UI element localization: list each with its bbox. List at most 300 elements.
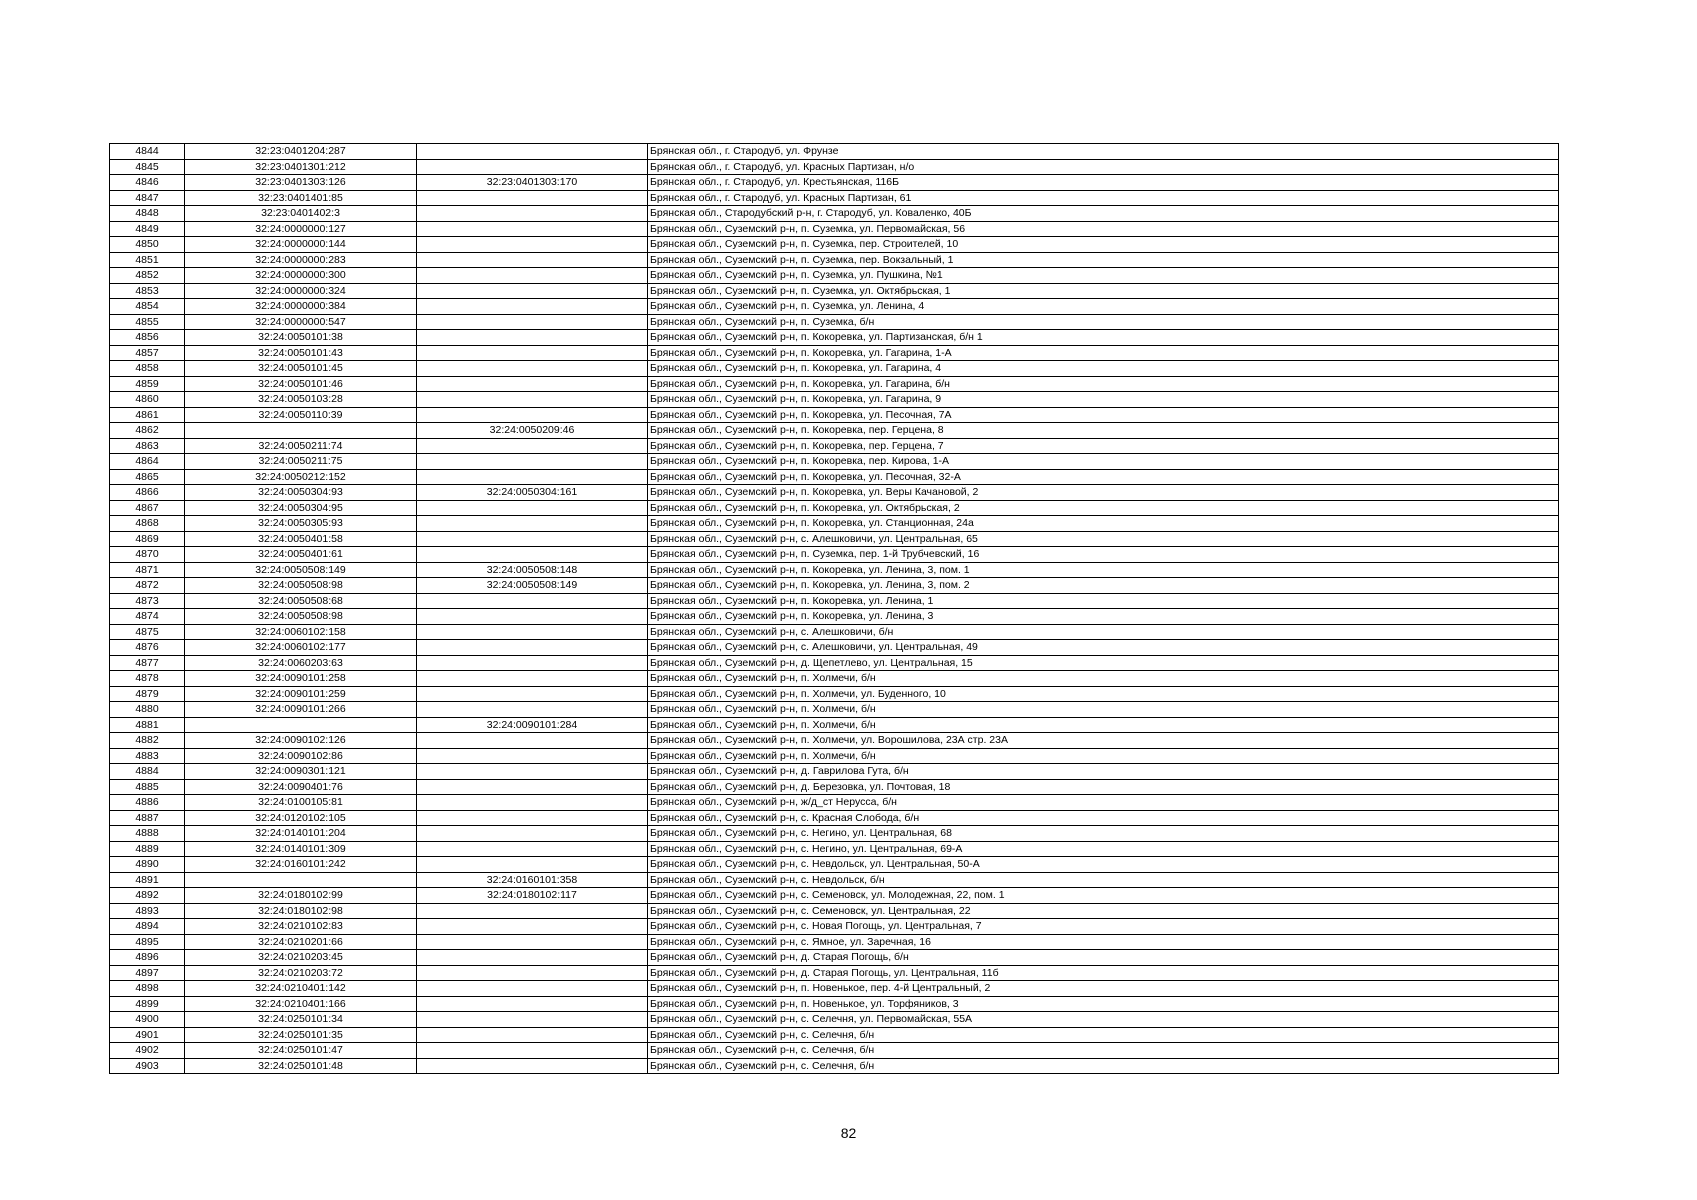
related-cadastral-number-cell: [417, 919, 648, 935]
cadastral-number-cell: 32:24:0000000:283: [185, 252, 417, 268]
address-cell: Брянская обл., Суземский р-н, с. Невдольск, ул. Центральная, 50-А: [648, 857, 1559, 873]
address-cell: Брянская обл., Суземский р-н, п. Холмечи, б/н: [648, 671, 1559, 687]
table-row: [110, 857, 1559, 873]
row-number-cell: 4883: [110, 748, 185, 764]
cadastral-number-cell: 32:24:0140101:204: [185, 826, 417, 842]
related-cadastral-number-cell: [417, 438, 648, 454]
related-cadastral-number-cell: [417, 159, 648, 175]
table-row: [110, 702, 1559, 718]
related-cadastral-number-cell: [417, 857, 648, 873]
related-cadastral-number-cell: [417, 221, 648, 237]
table-row: [110, 376, 1559, 392]
cadastral-number-cell: 32:24:0210401:142: [185, 981, 417, 997]
row-number-cell: 4861: [110, 407, 185, 423]
related-cadastral-number-cell: [417, 314, 648, 330]
address-cell: Брянская обл., Суземский р-н, п. Холмечи, ул. Ворошилова, 23А стр. 23А: [648, 733, 1559, 749]
cadastral-number-cell: 32:24:0090101:266: [185, 702, 417, 718]
address-cell: Брянская обл., Суземский р-н, с. Алешковичи, ул. Центральная, 65: [648, 531, 1559, 547]
related-cadastral-number-cell: [417, 268, 648, 284]
table-row: [110, 841, 1559, 857]
address-cell: Брянская обл., Суземский р-н, п. Кокоревка, ул. Станционная, 24а: [648, 516, 1559, 532]
address-cell: Брянская обл., Суземский р-н, п. Суземка, б/н: [648, 314, 1559, 330]
related-cadastral-number-cell: [417, 841, 648, 857]
cadastral-number-cell: 32:24:0050305:93: [185, 516, 417, 532]
related-cadastral-number-cell: [417, 655, 648, 671]
related-cadastral-number-cell: [417, 733, 648, 749]
address-cell: Брянская обл., Суземский р-н, с. Селечня, б/н: [648, 1043, 1559, 1059]
row-number-cell: 4891: [110, 872, 185, 888]
table-row: [110, 748, 1559, 764]
related-cadastral-number-cell: [417, 345, 648, 361]
cadastral-number-cell: 32:24:0090301:121: [185, 764, 417, 780]
related-cadastral-number-cell: [417, 376, 648, 392]
address-cell: Брянская обл., Суземский р-н, п. Суземка, пер. Строителей, 10: [648, 237, 1559, 253]
cadastral-number-cell: 32:24:0050101:38: [185, 330, 417, 346]
address-cell: Брянская обл., Суземский р-н, п. Суземка, ул. Октябрьская, 1: [648, 283, 1559, 299]
table-row: [110, 1058, 1559, 1074]
cadastral-number-cell: 32:23:0401204:287: [185, 144, 417, 160]
address-cell: Брянская обл., Суземский р-н, д. Гаврилова Гута, б/н: [648, 764, 1559, 780]
table-row: [110, 531, 1559, 547]
address-cell: Брянская обл., Суземский р-н, п. Кокоревка, пер. Кирова, 1-А: [648, 454, 1559, 470]
cadastral-number-cell: 32:24:0160101:242: [185, 857, 417, 873]
table-row: [110, 981, 1559, 997]
table-row: [110, 1012, 1559, 1028]
row-number-cell: 4880: [110, 702, 185, 718]
related-cadastral-number-cell: [417, 640, 648, 656]
address-cell: Брянская обл., Суземский р-н, с. Алешковичи, б/н: [648, 624, 1559, 640]
row-number-cell: 4845: [110, 159, 185, 175]
row-number-cell: 4859: [110, 376, 185, 392]
table-row: [110, 485, 1559, 501]
address-cell: Брянская обл., Суземский р-н, с. Семеновск, ул. Молодежная, 22, пом. 1: [648, 888, 1559, 904]
related-cadastral-number-cell: [417, 593, 648, 609]
row-number-cell: 4879: [110, 686, 185, 702]
address-cell: Брянская обл., Суземский р-н, п. Суземка, ул. Первомайская, 56: [648, 221, 1559, 237]
related-cadastral-number-cell: [417, 981, 648, 997]
row-number-cell: 4846: [110, 175, 185, 191]
row-number-cell: 4894: [110, 919, 185, 935]
cadastral-number-cell: [185, 423, 417, 439]
cadastral-number-cell: 32:24:0060102:177: [185, 640, 417, 656]
table-row: [110, 919, 1559, 935]
row-number-cell: 4847: [110, 190, 185, 206]
related-cadastral-number-cell: [417, 283, 648, 299]
table-row: [110, 965, 1559, 981]
address-cell: Брянская обл., Суземский р-н, п. Суземка, пер. 1-й Трубчевский, 16: [648, 547, 1559, 563]
address-cell: Брянская обл., г. Стародуб, ул. Красных Партизан, н/о: [648, 159, 1559, 175]
related-cadastral-number-cell: 32:24:0050508:148: [417, 562, 648, 578]
address-cell: Брянская обл., Суземский р-н, с. Новая Погощь, ул. Центральная, 7: [648, 919, 1559, 935]
table-row: [110, 547, 1559, 563]
table-row: [110, 655, 1559, 671]
address-cell: Брянская обл., Суземский р-н, п. Холмечи, б/н: [648, 717, 1559, 733]
cadastral-number-cell: 32:24:0210203:72: [185, 965, 417, 981]
cadastral-number-cell: 32:24:0050103:28: [185, 392, 417, 408]
cadastral-number-cell: 32:24:0050508:68: [185, 593, 417, 609]
table-row: [110, 392, 1559, 408]
table-row: [110, 996, 1559, 1012]
address-cell: Брянская обл., Суземский р-н, с. Селечня, б/н: [648, 1058, 1559, 1074]
table-row: [110, 299, 1559, 315]
cadastral-number-cell: 32:24:0140101:309: [185, 841, 417, 857]
cadastral-number-cell: 32:24:0120102:105: [185, 810, 417, 826]
cadastral-number-cell: 32:24:0000000:300: [185, 268, 417, 284]
address-cell: Брянская обл., Суземский р-н, п. Кокоревка, ул. Ленина, 3, пом. 1: [648, 562, 1559, 578]
address-cell: Брянская обл., Суземский р-н, ж/д_ст Нерусса, б/н: [648, 795, 1559, 811]
related-cadastral-number-cell: [417, 299, 648, 315]
related-cadastral-number-cell: 32:23:0401303:170: [417, 175, 648, 191]
row-number-cell: 4902: [110, 1043, 185, 1059]
cadastral-number-cell: 32:24:0050401:61: [185, 547, 417, 563]
row-number-cell: 4892: [110, 888, 185, 904]
row-number-cell: 4890: [110, 857, 185, 873]
related-cadastral-number-cell: [417, 469, 648, 485]
related-cadastral-number-cell: [417, 795, 648, 811]
related-cadastral-number-cell: [417, 903, 648, 919]
cadastral-number-cell: 32:24:0060102:158: [185, 624, 417, 640]
row-number-cell: 4888: [110, 826, 185, 842]
table-row: [110, 903, 1559, 919]
table-row: [110, 950, 1559, 966]
related-cadastral-number-cell: [417, 810, 648, 826]
row-number-cell: 4899: [110, 996, 185, 1012]
address-cell: Брянская обл., Суземский р-н, п. Кокоревка, ул. Гагарина, 4: [648, 361, 1559, 377]
address-cell: Брянская обл., Суземский р-н, с. Негино, ул. Центральная, 69-А: [648, 841, 1559, 857]
related-cadastral-number-cell: [417, 779, 648, 795]
row-number-cell: 4900: [110, 1012, 185, 1028]
table-row: [110, 764, 1559, 780]
address-cell: Брянская обл., Суземский р-н, п. Новенькое, ул. Торфяников, 3: [648, 996, 1559, 1012]
table-row: [110, 361, 1559, 377]
related-cadastral-number-cell: [417, 934, 648, 950]
row-number-cell: 4856: [110, 330, 185, 346]
cadastral-number-cell: 32:24:0000000:384: [185, 299, 417, 315]
address-cell: Брянская обл., Суземский р-н, д. Старая Погощь, б/н: [648, 950, 1559, 966]
address-cell: Брянская обл., Суземский р-н, п. Кокоревка, ул. Гагарина, 1-А: [648, 345, 1559, 361]
cadastral-number-cell: 32:24:0250101:35: [185, 1027, 417, 1043]
table-row: [110, 609, 1559, 625]
cadastral-number-cell: 32:24:0050212:152: [185, 469, 417, 485]
row-number-cell: 4898: [110, 981, 185, 997]
row-number-cell: 4875: [110, 624, 185, 640]
cadastral-number-cell: 32:24:0250101:47: [185, 1043, 417, 1059]
cadastral-number-cell: 32:24:0210401:166: [185, 996, 417, 1012]
row-number-cell: 4849: [110, 221, 185, 237]
row-number-cell: 4844: [110, 144, 185, 160]
table-row: [110, 190, 1559, 206]
row-number-cell: 4868: [110, 516, 185, 532]
table-row: [110, 826, 1559, 842]
related-cadastral-number-cell: [417, 361, 648, 377]
table-row: [110, 469, 1559, 485]
row-number-cell: 4855: [110, 314, 185, 330]
table-row: [110, 562, 1559, 578]
related-cadastral-number-cell: [417, 950, 648, 966]
cadastral-number-cell: 32:24:0050304:93: [185, 485, 417, 501]
row-number-cell: 4866: [110, 485, 185, 501]
related-cadastral-number-cell: [417, 252, 648, 268]
table-row: [110, 268, 1559, 284]
table-row: [110, 314, 1559, 330]
row-number-cell: 4901: [110, 1027, 185, 1043]
row-number-cell: 4887: [110, 810, 185, 826]
row-number-cell: 4871: [110, 562, 185, 578]
cadastral-number-cell: 32:24:0050101:43: [185, 345, 417, 361]
address-cell: Брянская обл., Суземский р-н, с. Селечня, б/н: [648, 1027, 1559, 1043]
related-cadastral-number-cell: 32:24:0050304:161: [417, 485, 648, 501]
table-row: [110, 144, 1559, 160]
row-number-cell: 4897: [110, 965, 185, 981]
related-cadastral-number-cell: [417, 686, 648, 702]
cadastral-number-cell: 32:24:0210201:66: [185, 934, 417, 950]
row-number-cell: 4889: [110, 841, 185, 857]
cadastral-number-cell: 32:24:0090102:86: [185, 748, 417, 764]
address-cell: Брянская обл., Суземский р-н, п. Холмечи, ул. Буденного, 10: [648, 686, 1559, 702]
table-row: [110, 454, 1559, 470]
address-cell: Брянская обл., Суземский р-н, с. Селечня, ул. Первомайская, 55А: [648, 1012, 1559, 1028]
cadastral-number-cell: 32:24:0050304:95: [185, 500, 417, 516]
address-cell: Брянская обл., Суземский р-н, п. Кокоревка, ул. Песочная, 7А: [648, 407, 1559, 423]
address-cell: Брянская обл., Суземский р-н, п. Кокоревка, ул. Ленина, 3: [648, 609, 1559, 625]
related-cadastral-number-cell: [417, 609, 648, 625]
related-cadastral-number-cell: [417, 1012, 648, 1028]
cadastral-number-cell: 32:24:0180102:99: [185, 888, 417, 904]
related-cadastral-number-cell: [417, 671, 648, 687]
row-number-cell: 4873: [110, 593, 185, 609]
row-number-cell: 4864: [110, 454, 185, 470]
address-cell: Брянская обл., Суземский р-н, п. Холмечи, б/н: [648, 702, 1559, 718]
table-row: [110, 1043, 1559, 1059]
cadastral-number-cell: 32:24:0250101:34: [185, 1012, 417, 1028]
address-cell: Брянская обл., Суземский р-н, п. Кокоревка, пер. Герцена, 8: [648, 423, 1559, 439]
related-cadastral-number-cell: [417, 206, 648, 222]
row-number-cell: 4878: [110, 671, 185, 687]
table-row: [110, 686, 1559, 702]
row-number-cell: 4860: [110, 392, 185, 408]
related-cadastral-number-cell: [417, 500, 648, 516]
cadastral-number-cell: 32:24:0000000:144: [185, 237, 417, 253]
address-cell: Брянская обл., Суземский р-н, п. Кокоревка, ул. Гагарина, 9: [648, 392, 1559, 408]
table-row: [110, 888, 1559, 904]
table-row: [110, 593, 1559, 609]
related-cadastral-number-cell: [417, 826, 648, 842]
related-cadastral-number-cell: [417, 237, 648, 253]
address-cell: Брянская обл., г. Стародуб, ул. Крестьянская, 116Б: [648, 175, 1559, 191]
address-cell: Брянская обл., Суземский р-н, п. Кокоревка, ул. Октябрьская, 2: [648, 500, 1559, 516]
cadastral-number-cell: 32:24:0050211:74: [185, 438, 417, 454]
related-cadastral-number-cell: 32:24:0180102:117: [417, 888, 648, 904]
table-row: [110, 159, 1559, 175]
table-row: [110, 934, 1559, 950]
table-row: [110, 206, 1559, 222]
table-row: [110, 175, 1559, 191]
related-cadastral-number-cell: [417, 330, 648, 346]
page-number: 82: [840, 1125, 857, 1141]
row-number-cell: 4876: [110, 640, 185, 656]
address-cell: Брянская обл., Суземский р-н, п. Кокоревка, ул. Гагарина, б/н: [648, 376, 1559, 392]
row-number-cell: 4869: [110, 531, 185, 547]
address-cell: Брянская обл., Суземский р-н, с. Ямное, ул. Заречная, 16: [648, 934, 1559, 950]
address-cell: Брянская обл., Суземский р-н, п. Кокоревка, ул. Ленина, 1: [648, 593, 1559, 609]
related-cadastral-number-cell: [417, 516, 648, 532]
row-number-cell: 4865: [110, 469, 185, 485]
row-number-cell: 4852: [110, 268, 185, 284]
cadastral-number-cell: 32:24:0000000:324: [185, 283, 417, 299]
related-cadastral-number-cell: [417, 996, 648, 1012]
address-cell: Брянская обл., Суземский р-н, п. Кокоревка, ул. Веры Качановой, 2: [648, 485, 1559, 501]
related-cadastral-number-cell: [417, 702, 648, 718]
row-number-cell: 4850: [110, 237, 185, 253]
table-row: [110, 423, 1559, 439]
cadastral-number-cell: 32:24:0090101:259: [185, 686, 417, 702]
table-row: [110, 237, 1559, 253]
address-cell: Брянская обл., Суземский р-н, п. Новенькое, пер. 4-й Центральный, 2: [648, 981, 1559, 997]
cadastral-number-cell: 32:24:0090401:76: [185, 779, 417, 795]
address-cell: Брянская обл., Суземский р-н, п. Кокоревка, ул. Партизанская, б/н 1: [648, 330, 1559, 346]
table-row: [110, 1027, 1559, 1043]
related-cadastral-number-cell: 32:24:0090101:284: [417, 717, 648, 733]
address-cell: Брянская обл., Суземский р-н, с. Красная Слобода, б/н: [648, 810, 1559, 826]
cadastral-number-cell: 32:24:0050508:149: [185, 562, 417, 578]
address-cell: Брянская обл., Суземский р-н, с. Алешковичи, ул. Центральная, 49: [648, 640, 1559, 656]
row-number-cell: 4848: [110, 206, 185, 222]
cadastral-number-cell: 32:24:0050110:39: [185, 407, 417, 423]
address-cell: Брянская обл., Суземский р-н, п. Холмечи, б/н: [648, 748, 1559, 764]
row-number-cell: 4895: [110, 934, 185, 950]
address-cell: Брянская обл., Суземский р-н, п. Суземка, ул. Пушкина, №1: [648, 268, 1559, 284]
address-cell: Брянская обл., Суземский р-н, с. Семеновск, ул. Центральная, 22: [648, 903, 1559, 919]
table-row: [110, 500, 1559, 516]
table-row: [110, 330, 1559, 346]
cadastral-number-cell: 32:23:0401402:3: [185, 206, 417, 222]
table-row: [110, 733, 1559, 749]
cadastral-number-cell: [185, 717, 417, 733]
row-number-cell: 4867: [110, 500, 185, 516]
address-cell: Брянская обл., Суземский р-н, с. Негино, ул. Центральная, 68: [648, 826, 1559, 842]
address-cell: Брянская обл., Суземский р-н, п. Кокоревка, пер. Герцена, 7: [648, 438, 1559, 454]
related-cadastral-number-cell: [417, 454, 648, 470]
row-number-cell: 4862: [110, 423, 185, 439]
table-row: [110, 221, 1559, 237]
table-row: [110, 779, 1559, 795]
cadastral-number-cell: 32:24:0250101:48: [185, 1058, 417, 1074]
row-number-cell: 4857: [110, 345, 185, 361]
cadastral-number-cell: 32:24:0000000:547: [185, 314, 417, 330]
registry-body: [110, 144, 1559, 1074]
address-cell: Брянская обл., Суземский р-н, с. Невдольск, б/н: [648, 872, 1559, 888]
row-number-cell: 4851: [110, 252, 185, 268]
table-row: [110, 407, 1559, 423]
address-cell: Брянская обл., Суземский р-н, д. Березовка, ул. Почтовая, 18: [648, 779, 1559, 795]
row-number-cell: 4885: [110, 779, 185, 795]
row-number-cell: 4893: [110, 903, 185, 919]
row-number-cell: 4870: [110, 547, 185, 563]
row-number-cell: 4854: [110, 299, 185, 315]
cadastral-number-cell: 32:24:0050101:46: [185, 376, 417, 392]
row-number-cell: 4884: [110, 764, 185, 780]
cadastral-number-cell: 32:24:0090101:258: [185, 671, 417, 687]
table-row: [110, 578, 1559, 594]
related-cadastral-number-cell: [417, 1043, 648, 1059]
address-cell: Брянская обл., Суземский р-н, п. Кокоревка, ул. Ленина, 3, пом. 2: [648, 578, 1559, 594]
row-number-cell: 4853: [110, 283, 185, 299]
address-cell: Брянская обл., Суземский р-н, д. Старая Погощь, ул. Центральная, 11б: [648, 965, 1559, 981]
cadastral-number-cell: 32:23:0401401:85: [185, 190, 417, 206]
related-cadastral-number-cell: [417, 190, 648, 206]
cadastral-number-cell: 32:23:0401303:126: [185, 175, 417, 191]
cadastral-number-cell: [185, 872, 417, 888]
related-cadastral-number-cell: [417, 1027, 648, 1043]
table-row: [110, 252, 1559, 268]
row-number-cell: 4881: [110, 717, 185, 733]
table-row: [110, 872, 1559, 888]
table-row: [110, 624, 1559, 640]
row-number-cell: 4874: [110, 609, 185, 625]
row-number-cell: 4896: [110, 950, 185, 966]
cadastral-number-cell: 32:24:0050401:58: [185, 531, 417, 547]
cadastral-number-cell: 32:24:0180102:98: [185, 903, 417, 919]
cadastral-number-cell: 32:24:0210203:45: [185, 950, 417, 966]
address-cell: Брянская обл., Стародубский р-н, г. Стародуб, ул. Коваленко, 40Б: [648, 206, 1559, 222]
related-cadastral-number-cell: [417, 748, 648, 764]
related-cadastral-number-cell: [417, 407, 648, 423]
table-row: [110, 516, 1559, 532]
cadastral-number-cell: 32:23:0401301:212: [185, 159, 417, 175]
related-cadastral-number-cell: [417, 1058, 648, 1074]
cadastral-number-cell: 32:24:0050101:45: [185, 361, 417, 377]
cadastral-number-cell: 32:24:0060203:63: [185, 655, 417, 671]
row-number-cell: 4882: [110, 733, 185, 749]
table-row: [110, 345, 1559, 361]
table-row: [110, 717, 1559, 733]
related-cadastral-number-cell: [417, 144, 648, 160]
cadastral-number-cell: 32:24:0050508:98: [185, 578, 417, 594]
row-number-cell: 4877: [110, 655, 185, 671]
table-row: [110, 810, 1559, 826]
registry-table: [109, 143, 1559, 1074]
related-cadastral-number-cell: 32:24:0160101:358: [417, 872, 648, 888]
cadastral-number-cell: 32:24:0090102:126: [185, 733, 417, 749]
cadastral-number-cell: 32:24:0050211:75: [185, 454, 417, 470]
cadastral-number-cell: 32:24:0000000:127: [185, 221, 417, 237]
row-number-cell: 4903: [110, 1058, 185, 1074]
cadastral-number-cell: 32:24:0100105:81: [185, 795, 417, 811]
related-cadastral-number-cell: 32:24:0050508:149: [417, 578, 648, 594]
cadastral-number-cell: 32:24:0050508:98: [185, 609, 417, 625]
related-cadastral-number-cell: [417, 531, 648, 547]
address-cell: Брянская обл., Суземский р-н, п. Кокоревка, ул. Песочная, 32-А: [648, 469, 1559, 485]
related-cadastral-number-cell: 32:24:0050209:46: [417, 423, 648, 439]
row-number-cell: 4886: [110, 795, 185, 811]
address-cell: Брянская обл., Суземский р-н, п. Суземка, пер. Вокзальный, 1: [648, 252, 1559, 268]
related-cadastral-number-cell: [417, 965, 648, 981]
address-cell: Брянская обл., Суземский р-н, д. Щепетлево, ул. Центральная, 15: [648, 655, 1559, 671]
row-number-cell: 4863: [110, 438, 185, 454]
row-number-cell: 4872: [110, 578, 185, 594]
table-row: [110, 640, 1559, 656]
table-row: [110, 671, 1559, 687]
table-row: [110, 795, 1559, 811]
related-cadastral-number-cell: [417, 624, 648, 640]
related-cadastral-number-cell: [417, 392, 648, 408]
related-cadastral-number-cell: [417, 764, 648, 780]
address-cell: Брянская обл., Суземский р-н, п. Суземка, ул. Ленина, 4: [648, 299, 1559, 315]
related-cadastral-number-cell: [417, 547, 648, 563]
table-row: [110, 438, 1559, 454]
address-cell: Брянская обл., г. Стародуб, ул. Фрунзе: [648, 144, 1559, 160]
cadastral-number-cell: 32:24:0210102:83: [185, 919, 417, 935]
